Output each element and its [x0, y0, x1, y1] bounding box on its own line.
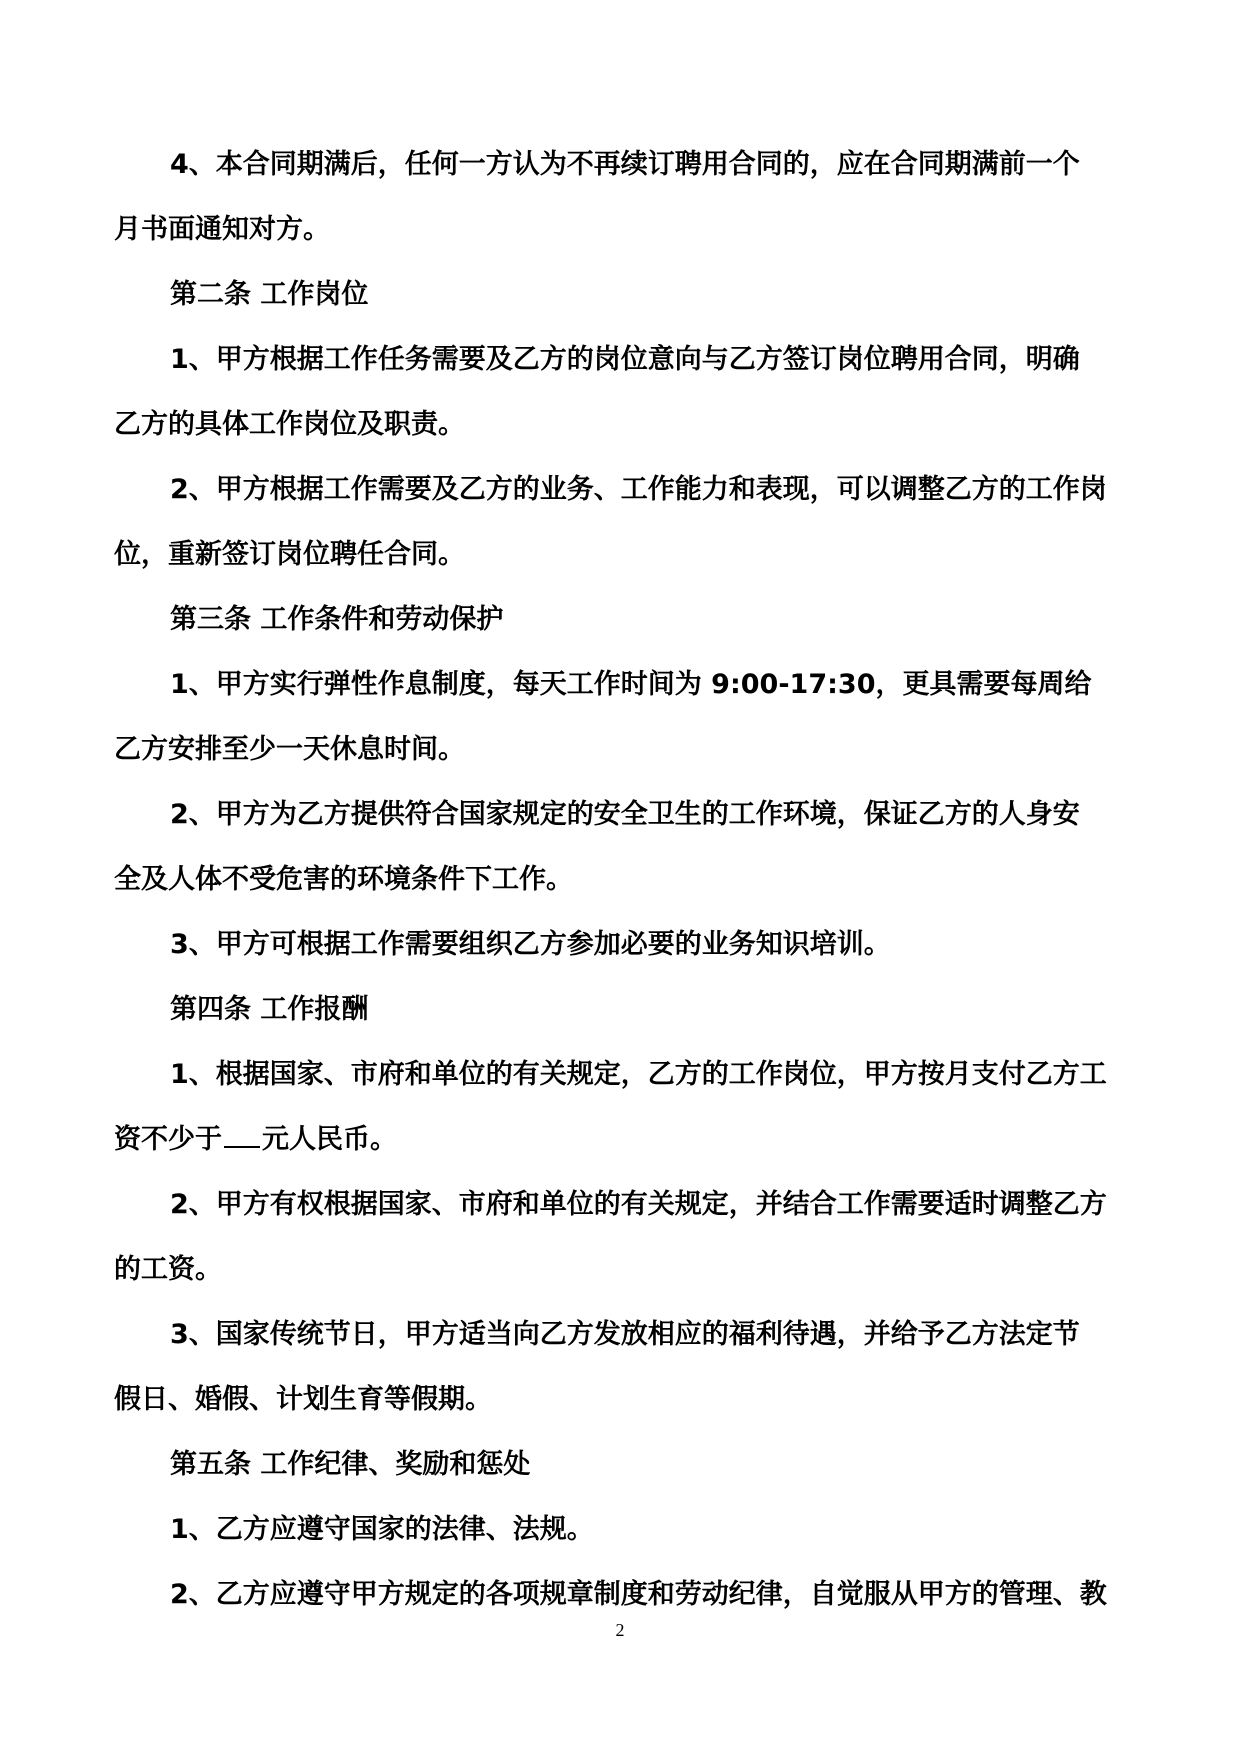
- paragraph-line: 位，重新签订岗位聘任合同。: [114, 539, 465, 570]
- salary-text-before: 资不少于: [114, 1124, 222, 1155]
- paragraph-line: 1、根据国家、市府和单位的有关规定，乙方的工作岗位，甲方按月支付乙方工: [170, 1059, 1107, 1090]
- paragraph-line: 月书面通知对方。: [114, 214, 330, 245]
- paragraph-line: 3、甲方可根据工作需要组织乙方参加必要的业务知识培训。: [170, 929, 891, 960]
- paragraph-line: 2、甲方为乙方提供符合国家规定的安全卫生的工作环境，保证乙方的人身安: [170, 799, 1080, 830]
- salary-blank-field: [224, 1124, 260, 1148]
- paragraph-line-with-blank: [114, 1107, 1154, 1172]
- paragraph-line: 全及人体不受危害的环境条件下工作。: [114, 864, 573, 895]
- paragraph-line: 假日、婚假、计划生育等假期。: [114, 1384, 492, 1415]
- paragraph-line: 3、国家传统节日，甲方适当向乙方发放相应的福利待遇，并给予乙方法定节: [170, 1319, 1080, 1350]
- paragraph-line: 乙方安排至少一天休息时间。: [114, 734, 465, 765]
- paragraph-line: 乙方的具体工作岗位及职责。: [114, 409, 465, 440]
- document-body: [114, 132, 1154, 1627]
- paragraph-line: 2、甲方根据工作需要及乙方的业务、工作能力和表现，可以调整乙方的工作岗: [170, 474, 1107, 505]
- paragraph-line: 4、本合同期满后，任何一方认为不再续订聘用合同的，应在合同期满前一个: [170, 149, 1080, 180]
- section-heading: 第五条 工作纪律、奖励和惩处: [170, 1449, 531, 1480]
- section-heading: 第二条 工作岗位: [170, 279, 369, 310]
- paragraph-line: 2、甲方有权根据国家、市府和单位的有关规定，并结合工作需要适时调整乙方: [170, 1189, 1107, 1220]
- paragraph-line: 2、乙方应遵守甲方规定的各项规章制度和劳动纪律，自觉服从甲方的管理、教: [170, 1579, 1107, 1610]
- section-heading: 第三条 工作条件和劳动保护: [170, 604, 504, 635]
- section-heading: 第四条 工作报酬: [170, 994, 369, 1025]
- paragraph-line: 1、乙方应遵守国家的法律、法规。: [170, 1514, 594, 1545]
- paragraph-line: 1、甲方根据工作任务需要及乙方的岗位意向与乙方签订岗位聘用合同，明确: [170, 344, 1080, 375]
- paragraph-line: 的工资。: [114, 1254, 222, 1285]
- paragraph-line: 1、甲方实行弹性作息制度，每天工作时间为 9:00-17:30，更具需要每周给: [170, 669, 1092, 700]
- page-number: 2: [615, 1620, 625, 1640]
- salary-text-after: 元人民币。: [262, 1124, 397, 1155]
